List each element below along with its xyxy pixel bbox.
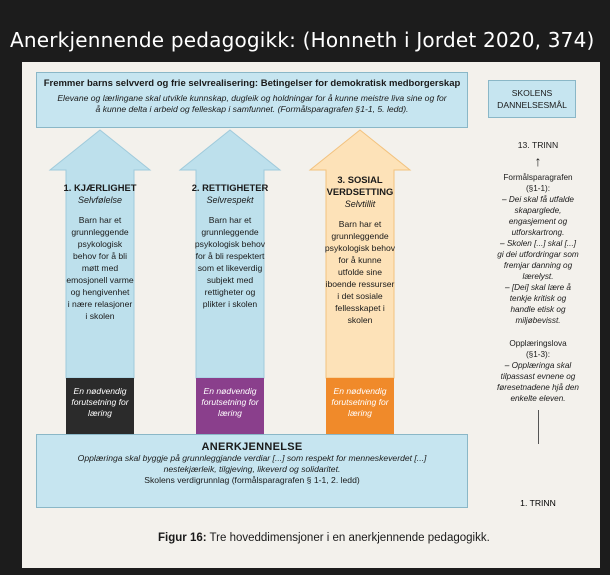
condition-line: forutsetning for: [201, 397, 259, 407]
side-text-line: – Opplæringa skal: [504, 361, 572, 370]
side-text-line: fremjar danning og: [503, 261, 573, 270]
condition-line: læring: [348, 408, 372, 418]
formalsparagrafen-block: [484, 172, 592, 326]
condition-text-kjaerlighet: [66, 386, 134, 419]
arrow-text-sosial-verdsetting: [318, 174, 402, 326]
arrow-heading-line: 1. KJÆRLIGHET: [63, 182, 137, 193]
condition-line: læring: [88, 408, 112, 418]
side-column: [484, 140, 592, 448]
arrow-body-line: behov for å bli: [73, 251, 127, 261]
arrow-body-line: i skolen: [85, 311, 115, 321]
side-text-line: Formålsparagrafen: [503, 173, 573, 182]
side-text-line: skaparglede,: [514, 206, 562, 215]
side-text-line: tenkje kritisk og: [509, 294, 567, 303]
arrow-heading-sosial-verdsetting: [318, 174, 402, 198]
anerkjennelse-line3: Skolens verdigrunnlag (formålsparagrafen § 1-1, 2. ledd): [144, 475, 360, 485]
side-text-line: gi dei utfordringar som: [497, 250, 579, 259]
anerkjennelse-line1: Opplæringa skal byggje på grunnleggjande verdiar [...] som respekt for menneskeverdet [...]: [77, 453, 427, 463]
condition-text-sosial-verdsetting: [326, 386, 394, 419]
condition-line: En nødvendig: [333, 386, 387, 396]
arrow-body-line: emosjonell varme: [66, 275, 134, 285]
condition-line: forutsetning for: [71, 397, 129, 407]
arrow-sub-rettigheter: Selvrespekt: [206, 195, 254, 205]
arrow-heading-line: 2. RETTIGHETER: [191, 182, 269, 193]
caption-text: Tre hoveddimensjoner i en anerkjennende pedagogikk.: [206, 532, 490, 544]
arrow-body-line: i det sosiale: [337, 291, 383, 301]
arrow-heading-line: VERDSETTING: [326, 186, 394, 197]
arrow-body-line: møtt med: [81, 263, 119, 273]
side-divider-line: [538, 410, 539, 444]
side-text-line: føresetnadene hjå den: [497, 383, 579, 392]
arrow-body-line: psykologisk behov: [324, 243, 396, 253]
side-text-line: miljøbevisst.: [515, 316, 561, 325]
caption-label: Figur 16:: [158, 532, 207, 544]
top-goal-heading: Fremmer barns selvverd og frie selvrealisering: Betingelser for demokratisk medborgerskap: [43, 78, 461, 89]
school-goal-line2: DANNELSESMÅL: [497, 100, 567, 110]
arrow-body-line: rettigheter og: [204, 287, 256, 297]
arrow-body-line: Barn har et: [78, 215, 122, 225]
up-arrow-icon: ↑: [534, 153, 542, 169]
condition-line: forutsetning for: [331, 397, 389, 407]
arrow-text-kjaerlighet: [62, 182, 138, 322]
arrow-heading-line: 3. SOSIAL: [337, 174, 383, 185]
school-goal-line1: SKOLENS: [511, 88, 553, 98]
figure-photo: [22, 62, 600, 568]
arrow-body-line: grunnleggende: [201, 227, 259, 237]
arrow-body-kjaerlighet: [62, 214, 138, 322]
side-text-line: utforskartrong.: [511, 228, 565, 237]
arrow-body-line: grunnleggende: [331, 231, 389, 241]
opplaeringslova-block: [484, 338, 592, 404]
bottom-trinn: 1. TRINN: [520, 498, 556, 508]
arrow-body-line: skolen: [347, 315, 373, 325]
arrow-heading-kjaerlighet: [62, 182, 138, 194]
arrow-heading-rettigheter: [188, 182, 272, 194]
arrow-body-sosial-verdsetting: [318, 218, 402, 326]
side-text-line: engasjement og: [508, 217, 568, 226]
arrow-body-line: for å kunne: [338, 255, 382, 265]
arrow-body-line: for å bli respektert: [195, 251, 265, 261]
top-trinn: 13. TRINN: [517, 140, 559, 150]
side-text-line: – Dei skal få utfalde: [502, 195, 574, 204]
side-text-line: (§1-1):: [525, 184, 551, 193]
condition-line: En nødvendig: [73, 386, 127, 396]
figure-caption: [158, 532, 490, 544]
side-text-line: tilpassast evnene og: [500, 372, 576, 381]
side-text-line: handle etisk og: [510, 305, 566, 314]
condition-text-rettigheter: [196, 386, 264, 419]
slide-title: Anerkjennende pedagogikk: (Honneth i Jordet 2020, 374): [10, 28, 595, 52]
arrow-body-line: Barn har et: [338, 219, 382, 229]
anerkjennelse-line2: nestekjærleik, tilgjeving, likeverd og solidaritet.: [163, 464, 341, 474]
arrow-text-rettigheter: [188, 182, 272, 310]
arrow-body-line: utfolde sine: [338, 267, 382, 277]
condition-line: læring: [218, 408, 242, 418]
side-text-line: Opplæringslova: [509, 339, 567, 348]
side-text-line: – Skolen [...] skal [...]: [500, 239, 576, 248]
arrow-body-line: psykologisk: [77, 239, 123, 249]
arrow-body-line: plikter i skolen: [202, 299, 258, 309]
side-text-line: lærelyst.: [522, 272, 554, 281]
side-text-line: (§1-3):: [525, 350, 551, 359]
top-goal-text: Elevane og lærlingane skal utvikle kunnskap, dugleik og holdningar for å kunne meistre liva sine og for å kunne delta i arbeid og felleskap i samfunnet. (Formålsparagrafen §1-1, 5. ledd).: [57, 93, 447, 114]
arrow-body-line: fellesskapet i: [335, 303, 385, 313]
arrow-body-line: subjekt med: [206, 275, 254, 285]
side-text-line: enkelte eleven.: [510, 394, 566, 403]
arrow-body-line: i nære relasjoner: [67, 299, 133, 309]
arrow-sub-kjaerlighet: Selvfølelse: [77, 195, 122, 205]
side-text-line: – [Dei] skal lære å: [505, 283, 571, 292]
arrow-body-line: og hengivenhet: [70, 287, 130, 297]
arrow-body-rettigheter: [188, 214, 272, 310]
condition-line: En nødvendig: [203, 386, 257, 396]
arrow-body-line: som et likeverdig: [197, 263, 263, 273]
arrow-body-line: iboende ressurser: [325, 279, 395, 289]
anerkjennelse-title: ANERKJENNELSE: [201, 441, 303, 453]
arrow-body-line: Barn har et: [208, 215, 252, 225]
arrow-body-line: psykologisk behov: [194, 239, 266, 249]
arrow-sub-sosial-verdsetting: Selvtillit: [344, 199, 376, 209]
arrow-body-line: grunnleggende: [71, 227, 129, 237]
anerkjennelse-box: [36, 434, 468, 508]
school-goal-box: [488, 80, 576, 118]
